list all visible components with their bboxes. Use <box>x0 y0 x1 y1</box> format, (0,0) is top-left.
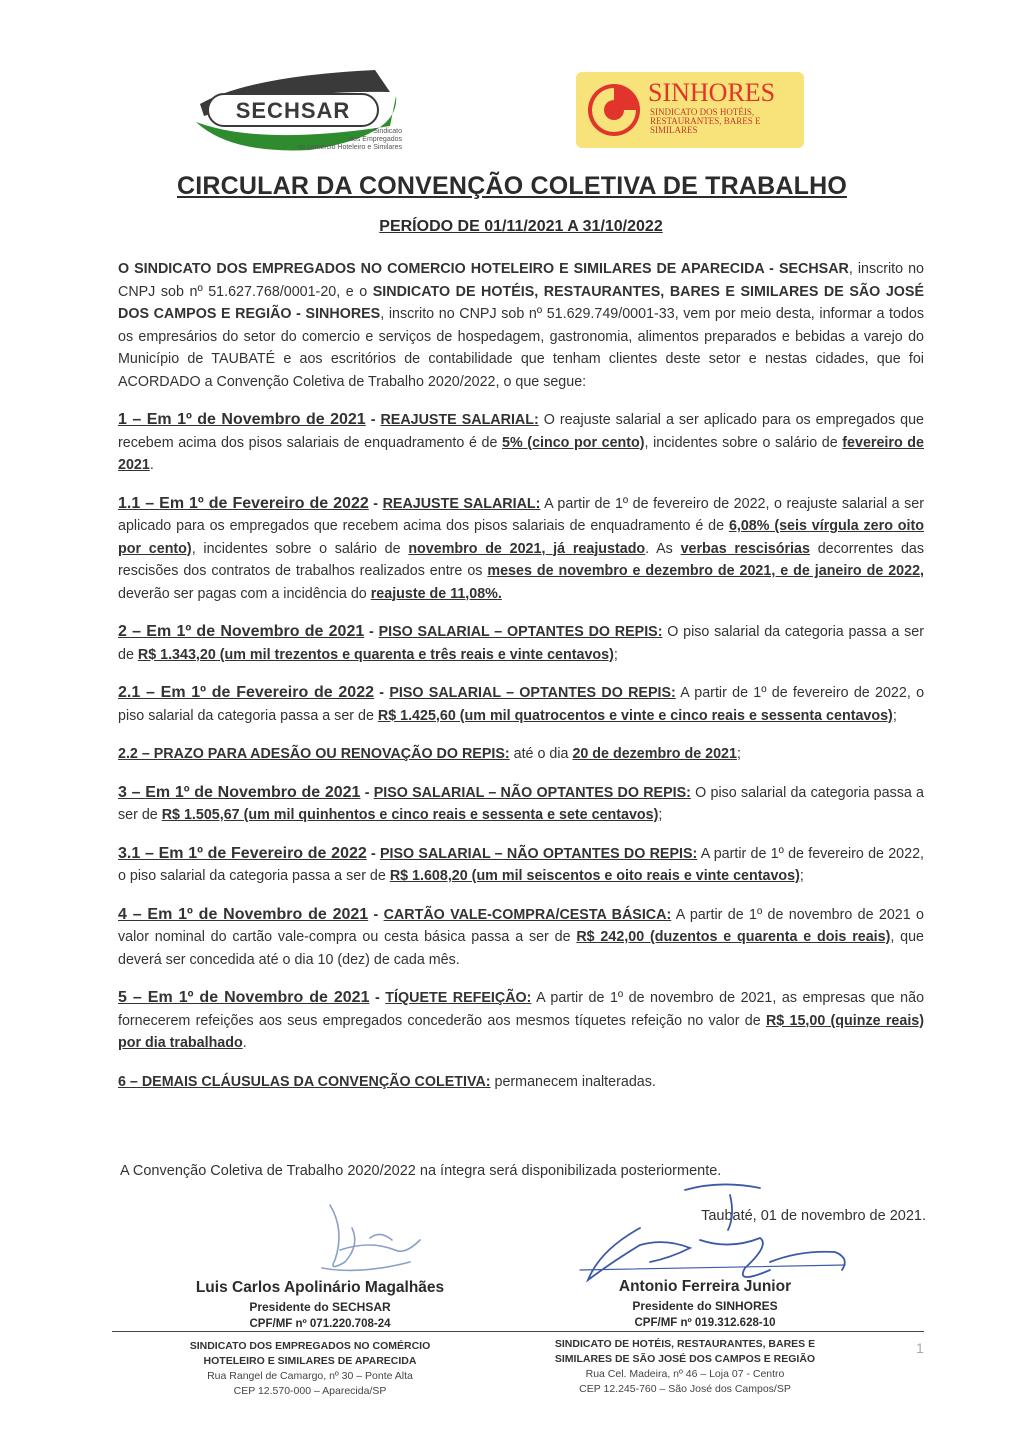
clause-date: Em 1º de Novembro de 2021 <box>145 783 361 801</box>
clause-3: 3 – Em 1º de Novembro de 2021 - PISO SALARIAL – NÃO OPTANTES DO REPIS: O piso salarial da categoria passa a ser de R$ 1.505,67 (um mil quinhentos e cinco reais e sessenta e sete centavos); <box>118 783 924 823</box>
page-title: CIRCULAR DA CONVENÇÃO COLETIVA DE TRABALHO <box>177 172 847 200</box>
intro-paragraph: O SINDICATO DOS EMPREGADOS NO COMERCIO HOTELEIRO E SIMILARES DE APARECIDA - SECHSAR, inscrito no CNPJ sob nº 51.627.768/0001-20, e o SINDICATO DE HOTÉIS, RESTAURANTES, BARES E SIMILARES DE SÃO JOSÉ DOS CAMPOS E REGIÃO - SINHORES, inscrito no CNPJ sob nº 51.629.749/0001-33, vem por meio desta, informar a todos os empresários do setor do comercio e serviços de hospedagem, gastronomia, alimentos preparados e bebidas a varejo do Município de TAUBATÉ e aos escritórios de contabilidade que tenham clientes deste setor e nestas cidades, que foi ACORDADO a Convenção Coletiva de Trabalho 2020/2022, o que segue: <box>118 261 925 390</box>
sechsar-sub2: dos Empregados <box>349 136 402 143</box>
clause-date: Em 1º de Novembro de 2021 <box>147 905 369 923</box>
clause-2-1: 2.1 – Em 1º de Fevereiro de 2022 - PISO SALARIAL – OPTANTES DO REPIS: A partir de 1º de fevereiro de 2022, o piso salarial da categoria passa a ser de R$ 1.425,60 (um mil quatrocentos e vinte e cinco reais e sessenta centavos); <box>118 684 925 724</box>
clause-4: 4 – Em 1º de Novembro de 2021 - CARTÃO VALE-COMPRA/CESTA BÁSICA: A partir de 1º de novembro de 2021 o valor nominal do cartão vale-compra ou cesta básica passa a ser de R$ 242,00 (duzentos e quarenta e dois reais), que deverá ser concedida até o dia 10 (dez) de cada mês. <box>118 905 924 968</box>
clause-heading: PISO SALARIAL – OPTANTES DO REPIS: <box>389 685 676 701</box>
sechsar-logo <box>190 66 405 162</box>
clause-2: 2 – Em 1º de Novembro de 2021 - PISO SALARIAL – OPTANTES DO REPIS: O piso salarial da categoria passa a ser de R$ 1.343,20 (um mil trezentos e quarenta e três reais e vinte centavos); <box>118 623 924 663</box>
org1: O SINDICATO DOS EMPREGADOS NO COMERCIO HOTELEIRO E SIMILARES DE APARECIDA - SECHSAR <box>118 261 849 277</box>
clause-heading: CARTÃO VALE-COMPRA/CESTA BÁSICA: <box>383 906 672 923</box>
clause-1: 1 – Em 1º de Novembro de 2021 - REAJUSTE SALARIAL: O reajuste salarial a ser aplicado para os empregados que recebem acima dos pisos salariais de enquadramento é de 5% (cinco por cento), incidentes sobre o salário de fevereiro de 2021. <box>118 411 924 473</box>
signatory-cpf: CPF/MF nº 071.220.708-24 <box>249 1318 391 1330</box>
clause-5: 5 – Em 1º de Novembro de 2021 - TÍQUETE REFEIÇÃO: A partir de 1º de novembro de 2021, as empresas que não fornecerem refeições aos seus empregados concederão aos mesmos tíquetes refeição no valor de R$ 15,00 (quinze reais) por dia trabalhado. <box>118 989 925 1051</box>
clause-date: Em 1º de Novembro de 2021 <box>146 411 366 428</box>
signatory-role: Presidente do SINHORES <box>632 1299 778 1313</box>
svg-text:SECHSAR: SECHSAR <box>235 98 351 123</box>
closing-statement: A Convenção Coletiva de Trabalho 2020/2022 na íntegra será disponibilizada posteriormente. <box>120 1163 722 1179</box>
sinhores-logo <box>576 72 804 148</box>
right-signature-scribble <box>580 1184 845 1280</box>
sechsar-sub1: Sindicato <box>373 128 402 135</box>
clause-heading: 2.2 – PRAZO PARA ADESÃO OU RENOVAÇÃO DO REPIS: <box>118 746 510 762</box>
sinhores-name: SINHORES <box>648 78 776 107</box>
page-number: 1 <box>916 1340 924 1356</box>
sinhores-subtitle: SINDICATO DOS HOTÉIS, RESTAURANTES, BARES E SIMILARES <box>650 107 761 135</box>
place-date: Taubaté, 01 de novembro de 2021. <box>701 1208 926 1224</box>
signatory-cpf: CPF/MF nº 019.312.628-10 <box>634 1317 776 1329</box>
clause-heading: PISO SALARIAL – OPTANTES DO REPIS: <box>378 624 663 640</box>
signatory-name: Antonio Ferreira Junior <box>618 1278 792 1295</box>
period-heading: PERÍODO DE 01/11/2021 A 31/10/2022 <box>379 218 663 235</box>
org2: SINDICATO DE HOTÉIS, RESTAURANTES, BARES E SIMILARES DE SÃO JOSÉ DOS CAMPOS E REGIÃO - SINHORES <box>118 283 925 322</box>
signature-left <box>170 1278 470 1332</box>
sechsar-sub3: no comercio Hoteleiro e Similares <box>297 144 402 151</box>
signatory-role: Presidente do SECHSAR <box>249 1300 391 1314</box>
footer-address-right: SINDICATO DE HOTÉIS, RESTAURANTES, BARES E SIMILARES DE SÃO JOSÉ DOS CAMPOS E REGIÃO Rua Cel. Madeira, nº 46 – Loja 07 - Centro CEP 12.245-760 – São José dos Campos/SP <box>554 1338 816 1395</box>
signatory-name: Luis Carlos Apolinário Magalhães <box>195 1279 445 1296</box>
clause-3-1: 3.1 – Em 1º de Fevereiro de 2022 - PISO SALARIAL – NÃO OPTANTES DO REPIS: A partir de 1º de fevereiro de 2022, o piso salarial da categoria passa a ser de R$ 1.608,20 (um mil seiscentos e oito reais e vinte centavos); <box>118 844 925 884</box>
clause-heading: TÍQUETE REFEIÇÃO: <box>385 990 532 1006</box>
clause-2-2: 2.2 – PRAZO PARA ADESÃO OU RENOVAÇÃO DO REPIS: até o dia 20 de dezembro de 2021; <box>118 746 741 762</box>
clause-heading: PISO SALARIAL – NÃO OPTANTES DO REPIS: <box>380 845 698 862</box>
clause-6: 6 – DEMAIS CLÁUSULAS DA CONVENÇÃO COLETIVA: permanecem inalteradas. <box>118 1073 656 1090</box>
clause-date: Em 1º de Fevereiro de 2022 <box>160 684 375 701</box>
clause-heading: PISO SALARIAL – NÃO OPTANTES DO REPIS: <box>373 784 691 801</box>
circular-body <box>118 258 924 1109</box>
clause-date: Em 1º de Novembro de 2021 <box>146 623 365 640</box>
signature-right <box>580 1277 830 1331</box>
clause-date: Em 1º de Fevereiro de 2022 <box>158 844 367 862</box>
footer-divider <box>112 1331 924 1332</box>
clause-date: Em 1º de Novembro de 2021 <box>147 989 370 1006</box>
clause-1-1: 1.1 – Em 1º de Fevereiro de 2022 - REAJUSTE SALARIAL: A partir de 1º de fevereiro de 2022, o reajuste salarial a ser aplicado para os empregados que recebem acima dos pisos salariais de enquadramento é de 6,08% (seis vírgula zero oito por cento), incidentes sobre o salário de novembro de 2021, já reajustado. As verbas rescisórias decorrentes das rescisões dos contratos de trabalhos realizados entre os meses de novembro e dezembro de 2021, e de janeiro de 2022, deverão ser pagas com a incidência do reajuste de 11,08%. <box>118 494 925 602</box>
clause-heading: 6 – DEMAIS CLÁUSULAS DA CONVENÇÃO COLETIVA: <box>118 1073 491 1090</box>
clause-heading: REAJUSTE SALARIAL: <box>380 412 539 428</box>
clause-heading: REAJUSTE SALARIAL: <box>382 495 541 512</box>
sinhores-emblem-icon <box>584 80 644 140</box>
left-signature-scribble <box>322 1205 420 1270</box>
clause-date: Em 1º de Fevereiro de 2022 <box>159 494 369 512</box>
footer-address-left: SINDICATO DOS EMPREGADOS NO COMÉRCIO HOTELEIRO E SIMILARES DE APARECIDA Rua Rangel de Camargo, nº 30 – Ponte Alta CEP 12.570-000 – Aparecida/SP <box>189 1340 431 1397</box>
